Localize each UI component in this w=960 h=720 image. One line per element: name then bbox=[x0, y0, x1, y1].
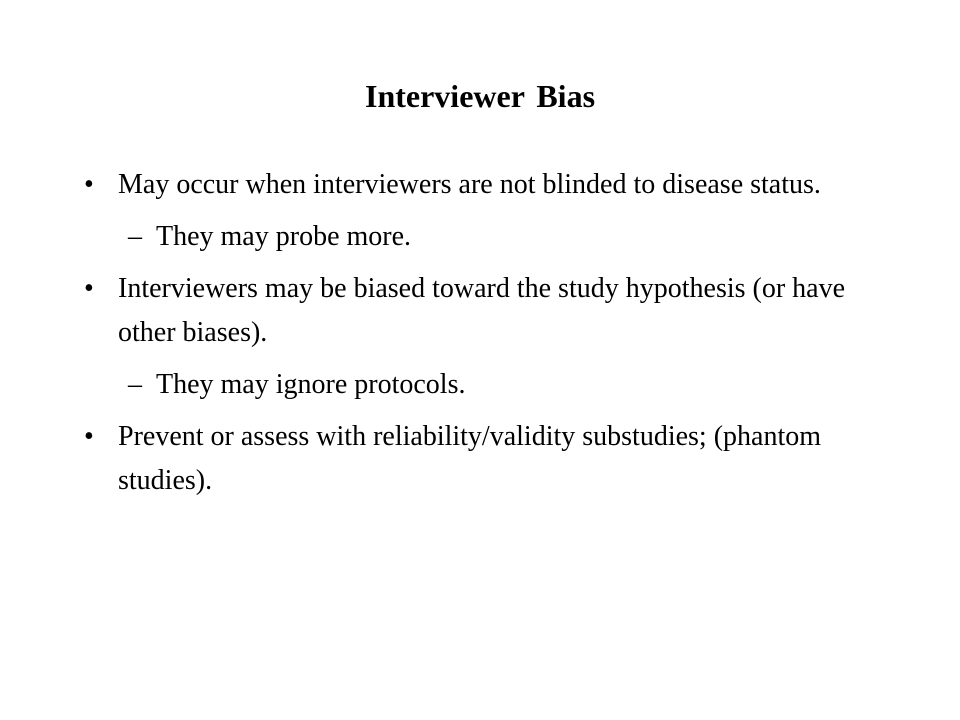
bullet-marker: • bbox=[84, 421, 94, 452]
bullet-text: Prevent or assess with reliability/validity substudies; (phantom studies). bbox=[118, 421, 822, 496]
sub-bullet-marker: – bbox=[128, 221, 142, 252]
bullet-item bbox=[84, 267, 864, 355]
bullet-marker: • bbox=[84, 273, 94, 304]
sub-bullet-text: They may ignore protocols. bbox=[156, 369, 466, 400]
bullet-list bbox=[84, 163, 864, 511]
sub-bullet-item bbox=[84, 215, 864, 259]
bullet-text: May occur when interviewers are not blinded to disease status. bbox=[118, 169, 821, 200]
bullet-marker: • bbox=[84, 169, 94, 200]
sub-bullet-item bbox=[84, 363, 864, 407]
bullet-text: Interviewers may be biased toward the study hypothesis (or have other biases). bbox=[118, 273, 846, 348]
bullet-item bbox=[84, 415, 864, 503]
sub-bullet-marker: – bbox=[128, 369, 142, 400]
slide-title: Interviewer Bias bbox=[364, 78, 596, 114]
sub-bullet-text: They may probe more. bbox=[156, 221, 412, 252]
bullet-item bbox=[84, 163, 864, 207]
